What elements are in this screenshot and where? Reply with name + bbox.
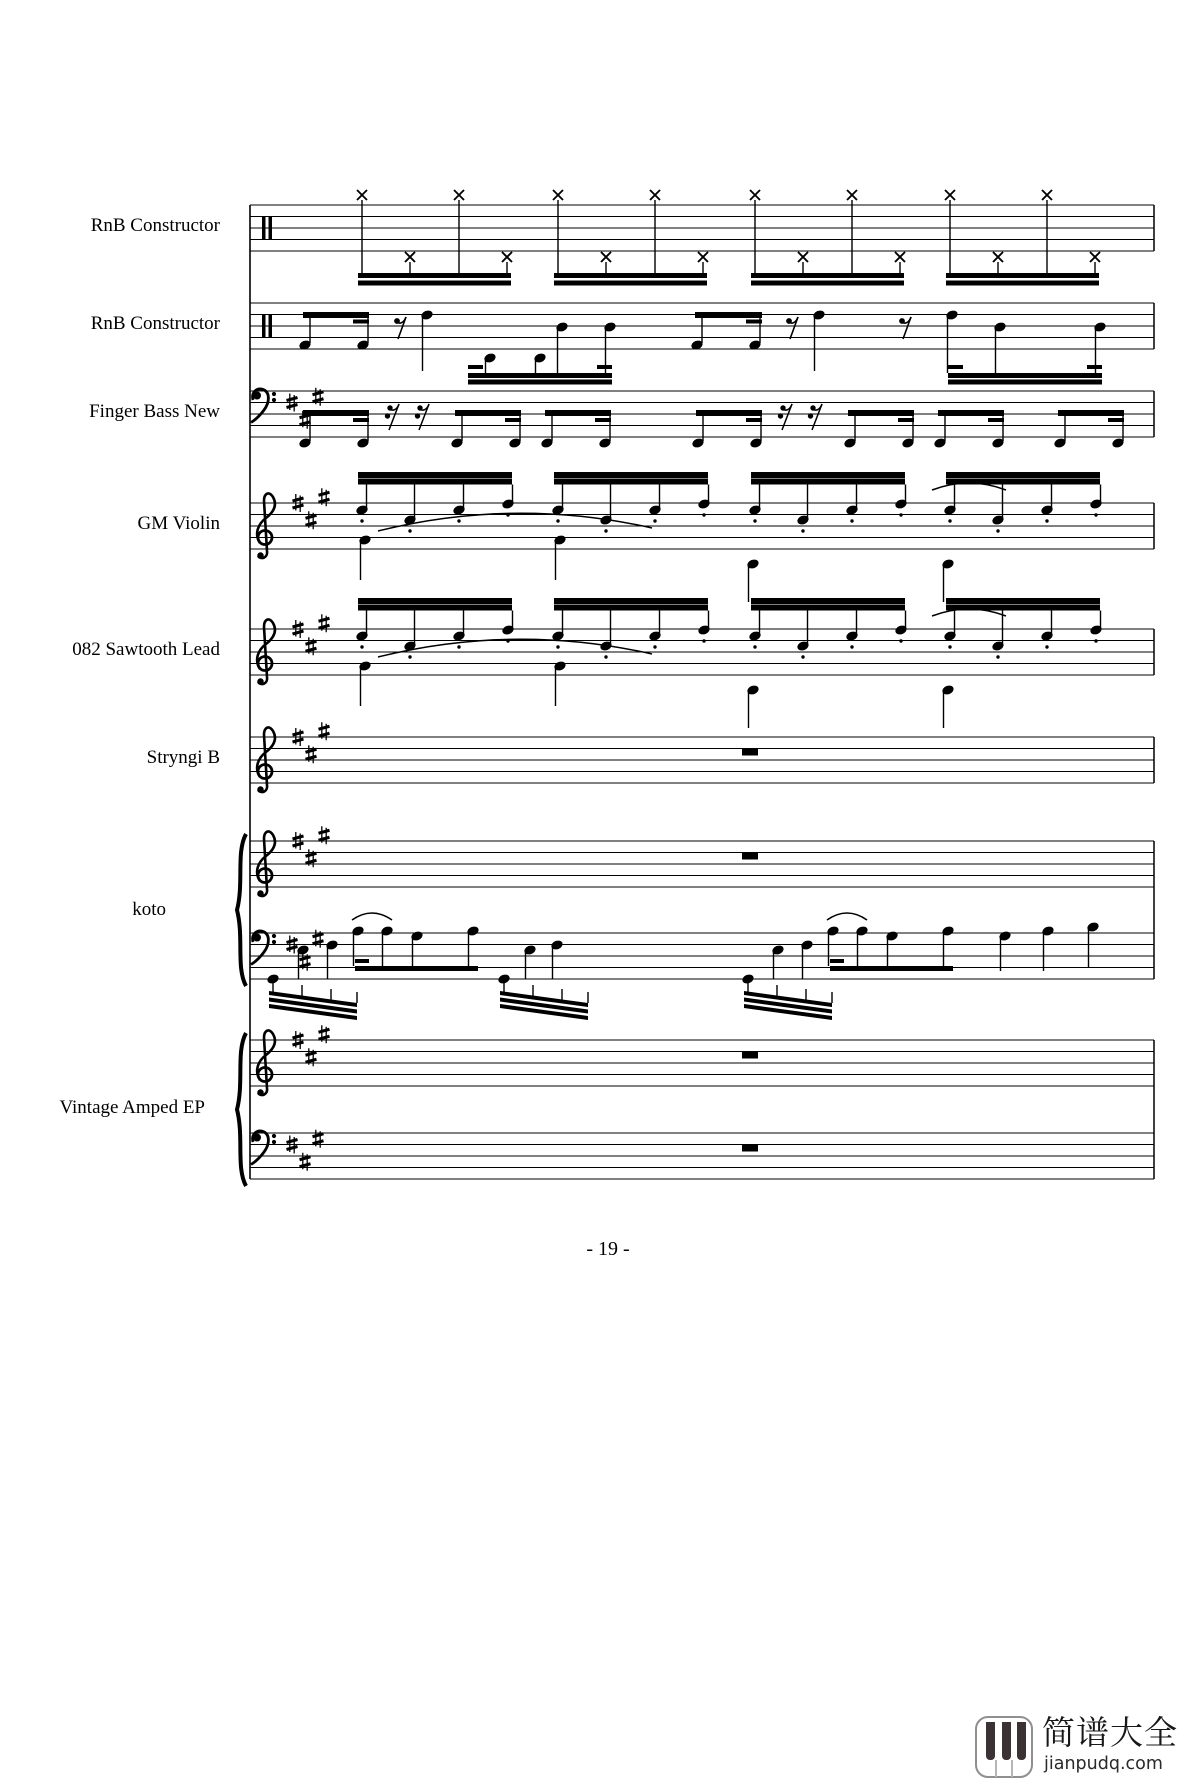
beam [358,598,512,604]
sharp-sign [306,522,317,525]
staccato-dot [408,529,411,532]
whole-rest [742,1052,758,1059]
beam [303,410,369,416]
sharp-sign [313,1134,324,1137]
sharp-sign [293,498,304,501]
brace [237,1033,246,1186]
beam [751,472,905,478]
staccato-dot [850,645,853,648]
beam [358,281,511,286]
staff-label-082-sawtooth-lead: 082 Sawtooth Lead [72,639,220,660]
staff-gm-violin [250,472,1154,602]
beam [898,418,914,422]
staff-sawtooth-lead [250,598,1154,728]
staccato-dot [702,639,705,642]
staccato-dot [996,529,999,532]
staff-label-koto: koto [132,899,166,920]
beam [948,380,1102,385]
staccato-dot [801,655,804,658]
beam [751,479,905,485]
beam [1108,418,1124,422]
staccato-dot [899,513,902,516]
bass-clef-icon [251,1131,276,1164]
staccato-dot [604,655,607,658]
sharp-sign [300,957,311,960]
beam [751,598,905,604]
staccato-dot [702,513,705,516]
beam [597,365,612,369]
beam [468,365,483,369]
sharp-sign [313,392,324,395]
slur-tie [352,913,392,920]
sharp-sign [306,515,317,518]
sharp-sign [306,641,317,644]
sharp-sign [306,860,317,863]
staccato-dot [948,519,951,522]
watermark [975,1714,1200,1782]
sharp-sign [287,1147,298,1150]
sharp-sign [293,739,304,742]
sharp-sign [293,732,304,735]
sharp-sign [319,837,330,840]
staccato-dot [899,639,902,642]
beam [746,418,762,422]
sixteenth-rest [415,413,420,418]
staccato-dot [1045,645,1048,648]
sharp-sign [319,499,330,502]
beam [468,373,612,378]
beam [946,598,1100,604]
beam [1058,410,1124,416]
staccato-dot [457,645,460,648]
beam [554,472,708,478]
sharp-sign [287,940,298,943]
staccato-dot [801,529,804,532]
staccato-dot [653,519,656,522]
staff-rnb-constructor-1 [250,190,1154,286]
percussion-clef-icon [269,217,273,240]
beam [468,380,612,385]
beam [751,605,905,611]
percussion-clef-icon [262,217,266,240]
beam [751,281,904,286]
sharp-sign [293,843,304,846]
staccato-dot [360,645,363,648]
sharp-sign [319,618,330,621]
whole-rest [742,853,758,860]
sixteenth-rest [808,413,813,418]
beam [455,410,521,416]
beam [595,418,611,422]
beam [751,273,904,278]
staff-vintage-bass [250,1040,1154,1179]
sharp-sign [306,756,317,759]
staccato-dot [948,645,951,648]
staff-label-rnb-constructor-1: RnB Constructor [90,215,220,236]
beam [1087,365,1102,369]
beam [353,320,369,324]
beam [545,410,611,416]
beam [946,281,1099,286]
beam [554,273,707,278]
staccato-dot [1094,639,1097,642]
page-number: - 19 - [586,1238,630,1260]
staccato-dot [1094,513,1097,516]
staff-rnb-constructor-2 [250,303,1154,385]
staccato-dot [753,519,756,522]
staccato-dot [408,655,411,658]
sharp-sign [300,422,311,425]
beam [355,966,478,971]
staccato-dot [1045,519,1048,522]
beam [358,273,511,278]
sharp-sign [319,625,330,628]
staccato-dot [556,645,559,648]
sharp-sign [313,941,324,944]
staccato-dot [850,519,853,522]
beam [830,966,953,971]
staff-vintage-treble [250,1025,1154,1095]
sharp-sign [306,749,317,752]
beam [554,281,707,286]
sharp-sign [300,1157,311,1160]
sharp-sign [306,648,317,651]
sharp-sign [293,631,304,634]
beam [988,418,1004,422]
staccato-dot [360,519,363,522]
sharp-sign [306,1059,317,1062]
beam [830,959,844,963]
staff-koto-treble [250,826,1154,896]
watermark-title: 简谱大全 [1042,1713,1178,1752]
piano-keys-icon [975,1716,1033,1778]
beam [948,365,963,369]
beam [554,605,708,611]
percussion-clef-icon [262,315,266,338]
sharp-sign [293,505,304,508]
staff-label-rnb-constructor-2: RnB Constructor [90,313,220,334]
staccato-dot [753,645,756,648]
sharp-sign [293,624,304,627]
brace [237,834,246,986]
staff-label-stryngi-b: Stryngi B [146,747,220,768]
sharp-sign [300,1164,311,1167]
sharp-sign [293,1042,304,1045]
staccato-dot [996,655,999,658]
sharp-sign [287,1140,298,1143]
beam [938,410,1004,416]
sixteenth-rest [778,413,783,418]
beam [355,959,369,963]
beam [358,472,512,478]
beam [946,273,1099,278]
staccato-dot [604,529,607,532]
sharp-sign [319,830,330,833]
sharp-sign [319,1029,330,1032]
staff-label-finger-bass-new: Finger Bass New [89,401,220,422]
beam [554,598,708,604]
beam [695,312,762,318]
beam [358,605,512,611]
staccato-dot [457,519,460,522]
beam [696,410,762,416]
staff-label-gm-violin: GM Violin [137,513,220,534]
beam [358,479,512,485]
beam [948,373,1102,378]
beam [848,410,914,416]
sharp-sign [306,1052,317,1055]
bass-clef-icon [251,931,276,964]
sharp-sign [319,733,330,736]
sharp-sign [313,1141,324,1144]
sharp-sign [287,405,298,408]
watermark-url: jianpudq.com [1044,1754,1163,1774]
sharp-sign [287,398,298,401]
bass-clef-icon [251,389,276,422]
beam [946,472,1100,478]
beam [554,479,708,485]
beam [505,418,521,422]
percussion-clef-icon [269,315,273,338]
staff-label-vintage-amped-ep: Vintage Amped EP [59,1097,205,1118]
sharp-sign [319,726,330,729]
staff-stryngi-b [250,722,1154,792]
sharp-sign [313,399,324,402]
whole-rest [742,1145,758,1152]
sharp-sign [319,1036,330,1039]
staff-finger-bass-new [250,388,1154,449]
beam [353,418,369,422]
staccato-dot [653,645,656,648]
sharp-sign [313,934,324,937]
sharp-sign [306,853,317,856]
whole-rest [742,749,758,756]
sharp-sign [287,947,298,950]
beam [303,312,369,318]
sharp-sign [319,492,330,495]
sixteenth-rest [385,413,390,418]
sharp-sign [293,1035,304,1038]
staccato-dot [556,519,559,522]
sharp-sign [300,964,311,967]
slur-tie [827,913,867,920]
sharp-sign [293,836,304,839]
staff-koto-bass [250,841,1154,1020]
